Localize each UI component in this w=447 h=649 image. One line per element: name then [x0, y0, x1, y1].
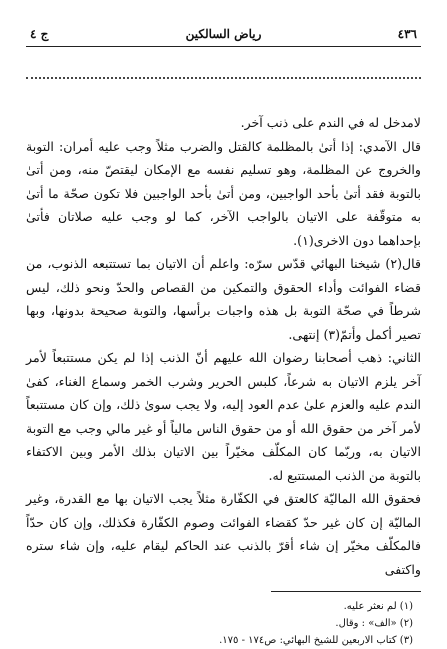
dotted-separator	[26, 53, 421, 79]
running-title: رياض السالكين	[185, 27, 262, 41]
footnote: (١) لم نعثر عليه.	[343, 601, 413, 612]
footnote: (٢) «الف» : وقال.	[335, 618, 413, 629]
header-rule	[26, 46, 421, 47]
paragraph: الثاني: ذهب أصحابنا رضوان الله عليهم أنّ الذنب إذا لم يكن مستتبعاً لأمر آخر يلزم الاتيان به شرعاً، كلبس الحرير وشرب الخمر وسماع الغناء، كفىٰ الندم عليه والعزم علىٰ عدم العود إليه، ولا يجب سوىٰ ذلك، وإن كان مستتبعاً لأمر آخر من حقوق الله أو من حقوق الناس مالياً أو غير مالي وجب مع التوبة الاتيان به، وربّما كان المكلّف مخيّراً بين الاتيان بذلك الأمر وبين الاكتفاء بالتوبة من الذنب المستتبع له.	[26, 350, 421, 483]
footnote: (٣) كتاب الاربعين للشيخ البهائي: ص١٧٤ - ١٧٥.	[219, 635, 413, 646]
footnotes	[26, 598, 421, 649]
page-number: ٤٣٦	[397, 27, 417, 41]
footnote-rule	[271, 591, 421, 592]
paragraph: قال الآمدي: إذا أتىٰ بالمظلمة كالقتل والضرب مثلاً وجب عليه أمران: التوبة والخروج عن المظلمة، وهو تسليم نفسه مع الإمكان ليقتصّ منه، ومن أتىٰ بالتوبة فقد أتىٰ بأحد الواجبين، ومن أتىٰ بأحد الواجبين فلا تكون صحّة ما أتىٰ به متوقّفة على الاتيان بالواجب الآخر، كما لو وجب عليه صلاتان فأتىٰ بإحداهما دون الاخرى(١).	[26, 138, 421, 248]
main-text	[26, 111, 421, 581]
paragraph: قال(٢) شيخنا البهائي قدّس سرّه: واعلم أن الاتيان بما تستتبعه الذنوب، من قضاء الفوائت وأداء الحقوق والتمكين من القصاص والحدّ ونحو ذلك، ليس شرطاً في صحّة التوبة بل هذه واجبات برأسها، والتوبة صحيحة بدونها، وبها تصير أكمل وأتمّ(٣) إنتهى.	[26, 256, 421, 342]
running-header	[26, 26, 421, 46]
volume-number: ج ٤	[30, 27, 49, 41]
paragraph: فحقوق الله الماليّة كالعتق في الكفّارة مثلاً يجب الاتيان بها مع القدرة، وغير الماليّة إن كان غير حدّ كقضاء الفوائت وصوم الكفّارة فكذلك، وإن كان حدّاً فالمكلّف مخيّر إن شاء أقرّ بالذنب عند الحاكم ليقام عليه، وإن شاء ستره واكتفى	[26, 491, 421, 577]
paragraph: لامدخل له في الندم على ذنب آخر.	[240, 115, 421, 130]
